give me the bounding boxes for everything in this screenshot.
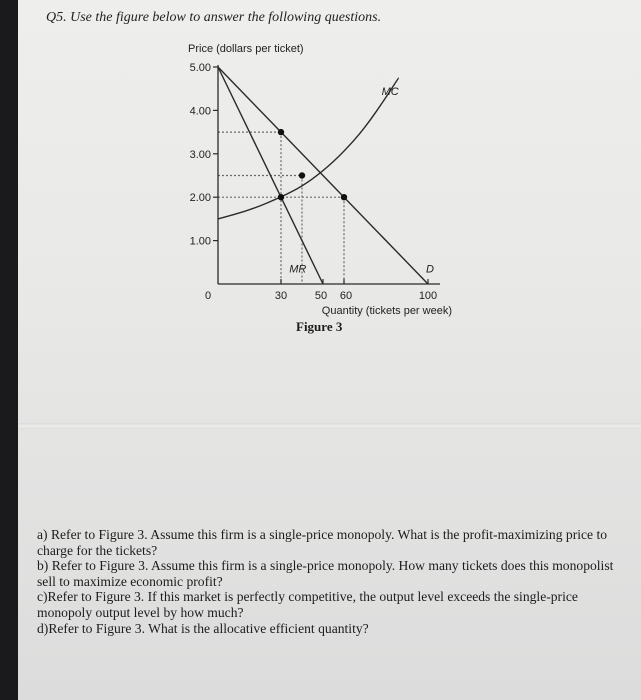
y-tick-label-4.00: 4.00 xyxy=(189,105,211,118)
question-header: Q5. Use the figure below to answer the following questions. xyxy=(46,10,382,25)
question-a: a) Refer to Figure 3. Assume this firm is a single-price monopoly. What is the profit-maximizing price to charge for the tickets? xyxy=(37,527,608,558)
y-tick-label-1.00: 1.00 xyxy=(189,235,211,248)
x-axis-label: Quantity (tickets per week) xyxy=(321,305,452,317)
y-tick-label-2.00: 2.00 xyxy=(189,192,211,205)
x-tick-label-60: 60 xyxy=(339,290,353,302)
question-d: d)Refer to Figure 3. What is the allocative efficient quantity? xyxy=(37,620,369,636)
curve-label-mr: MR xyxy=(289,263,307,276)
x-tick-label-0: 0 xyxy=(204,290,212,302)
y-tick-label-3.00: 3.00 xyxy=(189,148,211,161)
x-tick-label-50: 50 xyxy=(314,290,328,302)
figure-caption: Figure 3 xyxy=(296,319,343,334)
y-tick-label-5.00: 5.00 xyxy=(189,62,211,74)
question-b: b) Refer to Figure 3. Assume this firm is a single-price monopoly. How many tickets does this monopolist sell to maximize economic profit? xyxy=(37,558,614,589)
competitive-equilibrium xyxy=(299,172,305,178)
mr-mc-intersection xyxy=(278,194,284,200)
curve-label-d: D xyxy=(426,263,434,276)
curve-mc xyxy=(218,78,399,219)
monopoly-price-point xyxy=(278,129,284,135)
chart-labels xyxy=(188,43,452,317)
question-c: c)Refer to Figure 3. If this market is perfectly competitive, the output level exceeds the single-price monopoly output level by how much? xyxy=(37,589,578,620)
x-tick-label-30: 30 xyxy=(274,290,288,302)
curve-label-mc: MC xyxy=(381,86,399,99)
y-axis-label: Price (dollars per ticket) xyxy=(188,43,304,55)
question-list xyxy=(37,527,617,636)
curve-mr xyxy=(218,67,323,284)
dashed-guides xyxy=(218,132,344,284)
page-fold xyxy=(18,423,641,429)
x-tick-label-100: 100 xyxy=(418,290,438,302)
curve-d xyxy=(218,67,428,284)
curves xyxy=(218,67,428,284)
axes xyxy=(218,65,440,284)
demand-at-mc-2 xyxy=(341,194,347,200)
